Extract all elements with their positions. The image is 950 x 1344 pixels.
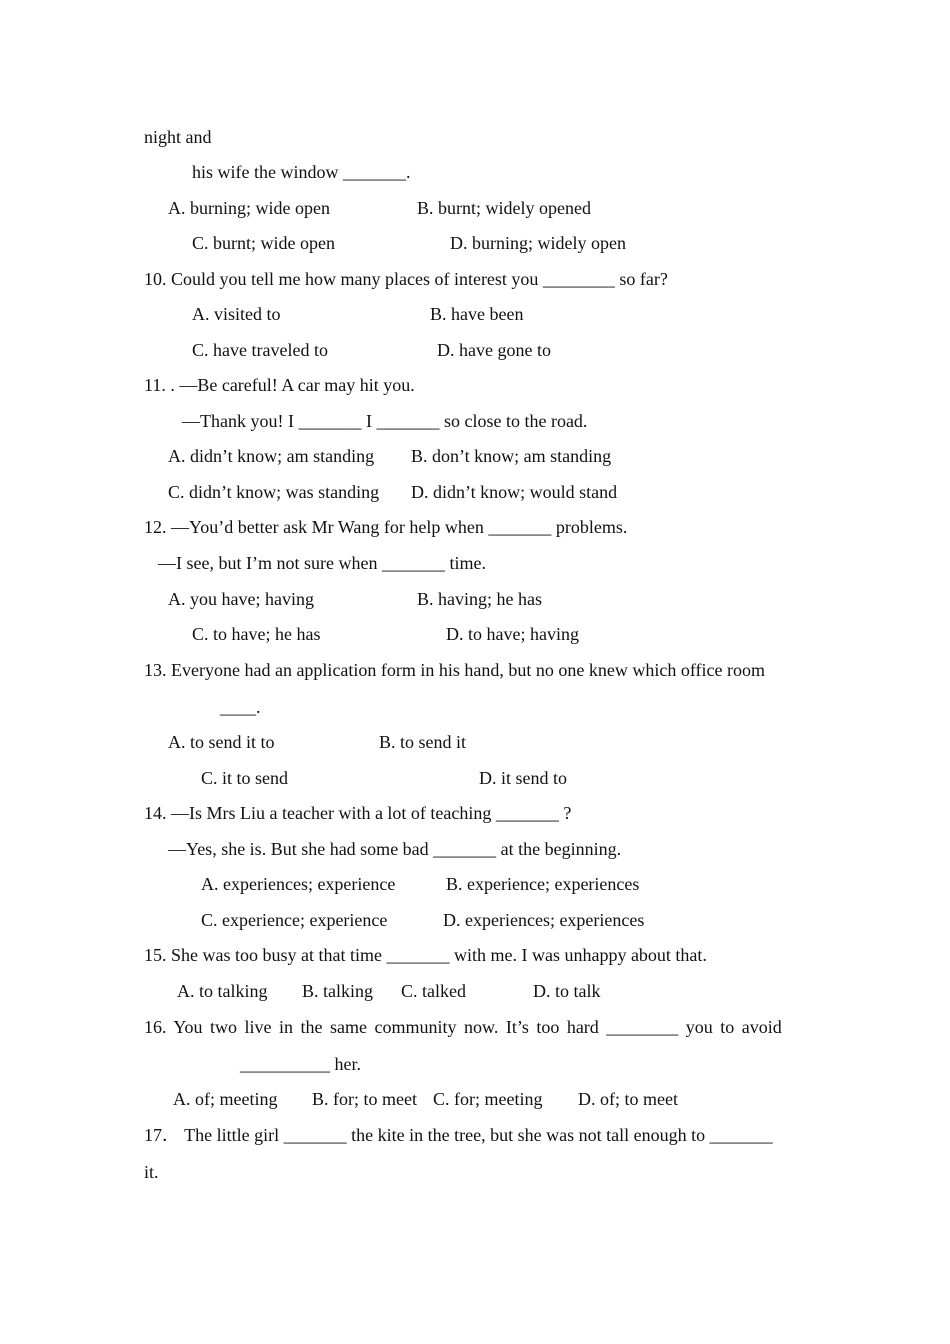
q11-option-d: D. didn’t know; would stand <box>411 482 618 502</box>
q9-option-c: C. burnt; wide open <box>192 233 335 253</box>
q14-option-c: C. experience; experience <box>201 910 388 930</box>
q10-option-a: A. visited to <box>192 304 281 324</box>
q12-option-b: B. having; he has <box>417 589 542 609</box>
q11-stem-line2: —Thank you! I _______ I _______ so close to the road. <box>182 411 588 431</box>
q14-option-d: D. experiences; experiences <box>443 910 645 930</box>
q10-option-d: D. have gone to <box>437 340 551 360</box>
q12-option-c: C. to have; he has <box>192 624 321 644</box>
q17-stem-line1: 17． The little girl _______ the kite in the tree, but she was not tall enough to _______ <box>144 1125 773 1145</box>
q14-stem-line2: —Yes, she is. But she had some bad _______ at the beginning. <box>168 839 622 859</box>
q11-option-a: A. didn’t know; am standing <box>168 446 375 466</box>
q14-stem-line1: 14. —Is Mrs Liu a teacher with a lot of teaching _______ ? <box>144 803 572 823</box>
q16-stem-line2: __________ her. <box>240 1054 361 1074</box>
q14-option-b: B. experience; experiences <box>446 874 640 894</box>
q13-option-b: B. to send it <box>379 732 467 752</box>
q13-option-c: C. it to send <box>201 768 289 788</box>
q9-stem-line1: night and <box>144 127 212 147</box>
q10-stem: 10. Could you tell me how many places of interest you ________ so far? <box>144 269 668 289</box>
q9-option-b: B. burnt; widely opened <box>417 198 591 218</box>
q17-stem-line2: it. <box>144 1162 159 1182</box>
q9-option-d: D. burning; widely open <box>450 233 626 253</box>
q14-option-a: A. experiences; experience <box>201 874 396 894</box>
q11-option-c: C. didn’t know; was standing <box>168 482 380 502</box>
q16-option-d: D. of; to meet <box>578 1089 678 1109</box>
q16-option-a: A. of; meeting <box>173 1089 278 1109</box>
q15-option-a: A. to talking <box>177 981 268 1001</box>
q13-stem-line2: ____. <box>220 697 261 717</box>
q9-option-a: A. burning; wide open <box>168 198 330 218</box>
q12-option-a: A. you have; having <box>168 589 314 609</box>
q16-option-b: B. for; to meet <box>312 1089 417 1109</box>
q16-stem-line1: 16. You two live in the same community now. It’s too hard ________ you to avoid <box>144 1017 782 1037</box>
q15-option-b: B. talking <box>302 981 373 1001</box>
q13-option-a: A. to send it to <box>168 732 275 752</box>
q13-option-d: D. it send to <box>479 768 567 788</box>
q11-option-b: B. don’t know; am standing <box>411 446 612 466</box>
q15-option-d: D. to talk <box>533 981 601 1001</box>
q10-option-b: B. have been <box>430 304 524 324</box>
q15-option-c: C. talked <box>401 981 466 1001</box>
q10-option-c: C. have traveled to <box>192 340 328 360</box>
q16-option-c: C. for; meeting <box>433 1089 543 1109</box>
q9-stem-line2: his wife the window _______. <box>192 162 411 182</box>
q11-stem-line1: 11. . —Be careful! A car may hit you. <box>144 375 415 395</box>
q15-stem: 15. She was too busy at that time _______ with me. I was unhappy about that. <box>144 945 707 965</box>
q12-stem-line2: —I see, but I’m not sure when _______ time. <box>158 553 486 573</box>
q12-stem-line1: 12. —You’d better ask Mr Wang for help when _______ problems. <box>144 517 628 537</box>
q12-option-d: D. to have; having <box>446 624 579 644</box>
q13-stem-line1: 13. Everyone had an application form in his hand, but no one knew which office room <box>144 660 766 680</box>
